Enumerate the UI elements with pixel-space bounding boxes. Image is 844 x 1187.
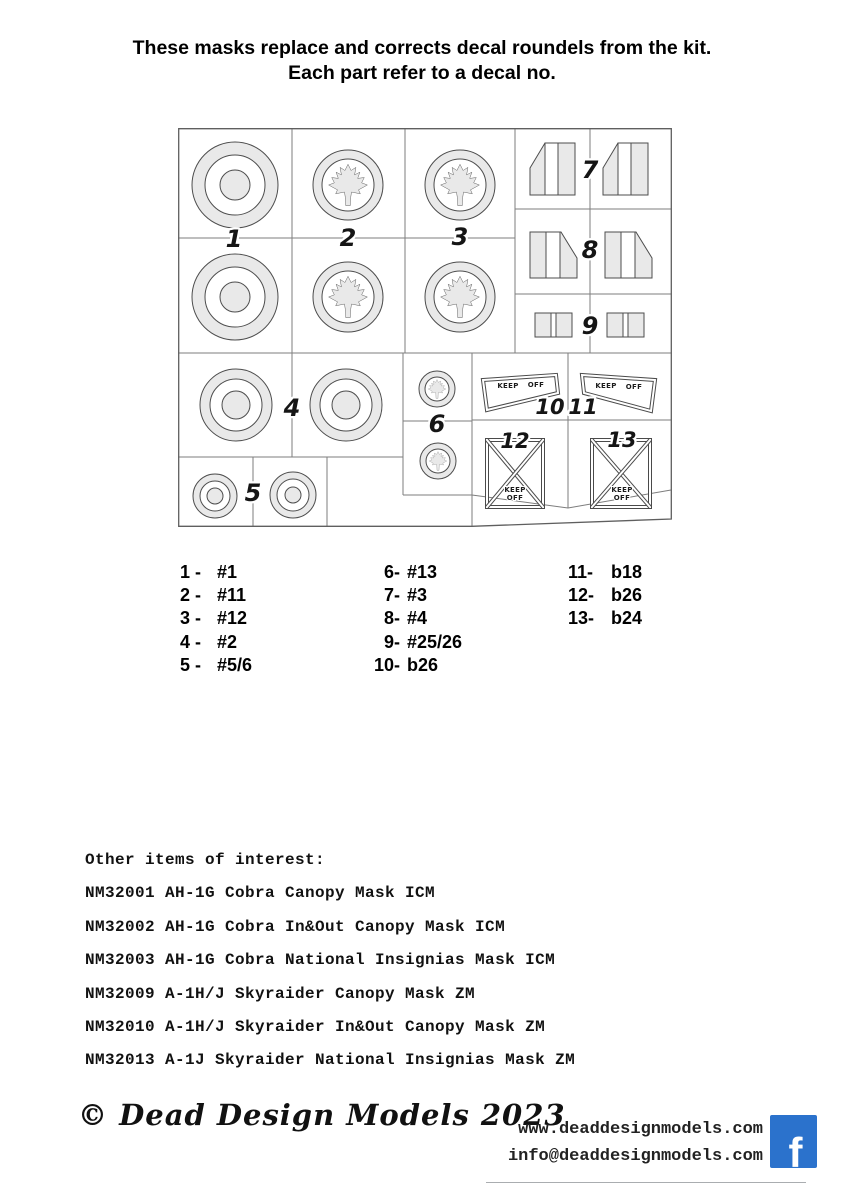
legend-row: 7- #3 (383, 585, 428, 606)
legend-column-1 (180, 561, 252, 677)
legend-row: 5 - #5/6 (180, 654, 253, 675)
email-link[interactable]: info@deaddesignmodels.com (507, 1147, 763, 1166)
keep-off-text: OFF (506, 494, 524, 502)
part-label-5: 5 (244, 479, 262, 507)
other-item: NM32003 AH-1G Cobra National Insignias Mask ICM (85, 951, 556, 970)
title-line-1: These masks replace and corrects decal roundels from the kit. (132, 37, 712, 59)
keep-off-text: OFF (613, 494, 631, 502)
footer-divider-line (486, 1182, 806, 1183)
legend-row: 2 - #11 (180, 585, 247, 606)
legend-row: 1 - #1 (180, 562, 238, 582)
legend-row: 4 - #2 (180, 631, 238, 652)
keep-off-text: KEEP (497, 382, 519, 390)
part-label-13: 13 (607, 428, 637, 452)
other-items-heading: Other items of interest: (85, 851, 326, 869)
keep-off-text: KEEP (595, 382, 617, 390)
legend-row: 3 - #12 (180, 608, 248, 629)
keep-off-text: OFF (625, 383, 643, 391)
page-title (0, 36, 844, 86)
facebook-f-glyph: f (788, 1129, 803, 1168)
part-label-2: 2 (339, 224, 357, 252)
facebook-icon[interactable] (770, 1115, 817, 1168)
part-label-12: 12 (500, 429, 530, 453)
part-label-4: 4 (283, 394, 301, 422)
part-label-6: 6 (428, 410, 446, 438)
legend-row: 6- #13 (383, 562, 438, 582)
legend-row: 13- b24 (568, 608, 643, 629)
part-label-3: 3 (451, 223, 469, 251)
title-line-2: Each part refer to a decal no. (288, 62, 556, 84)
legend-column-3 (568, 561, 642, 631)
other-item: NM32009 A-1H/J Skyraider Canopy Mask ZM (85, 984, 476, 1003)
legend-row: 10- b26 (373, 654, 439, 675)
other-item: NM32010 A-1H/J Skyraider In&Out Canopy Mask ZM (85, 1018, 546, 1037)
part-label-10: 10 (535, 395, 565, 419)
legend-row: 12- b26 (568, 585, 643, 606)
contact-block (508, 1116, 763, 1170)
part-label-7: 7 (581, 156, 599, 184)
legend-row: 8- #4 (383, 608, 428, 629)
other-item: NM32013 A-1J Skyraider National Insignias Mask ZM (85, 1051, 576, 1070)
part-label-11: 11 (568, 395, 598, 419)
legend-column-2 (366, 561, 462, 677)
other-items-section (85, 844, 575, 1078)
website-link[interactable]: www.deaddesignmodels.com (518, 1120, 763, 1139)
part-label-9: 9 (581, 312, 599, 340)
part-label-8: 8 (581, 236, 599, 264)
keep-off-text: KEEP (611, 486, 633, 494)
copyright-text: © Dead Design Models 2023 (78, 1098, 566, 1132)
other-item: NM32002 AH-1G Cobra In&Out Canopy Mask ICM (85, 917, 506, 936)
keep-off-text: OFF (527, 381, 545, 389)
keep-off-text: KEEP (504, 486, 526, 494)
mask-sheet-diagram (178, 128, 672, 527)
part-label-1: 1 (225, 225, 243, 253)
legend-row: 11- b18 (568, 562, 643, 582)
other-item: NM32001 AH-1G Cobra Canopy Mask ICM (85, 884, 436, 903)
legend-row: 9- #25/26 (383, 631, 463, 652)
